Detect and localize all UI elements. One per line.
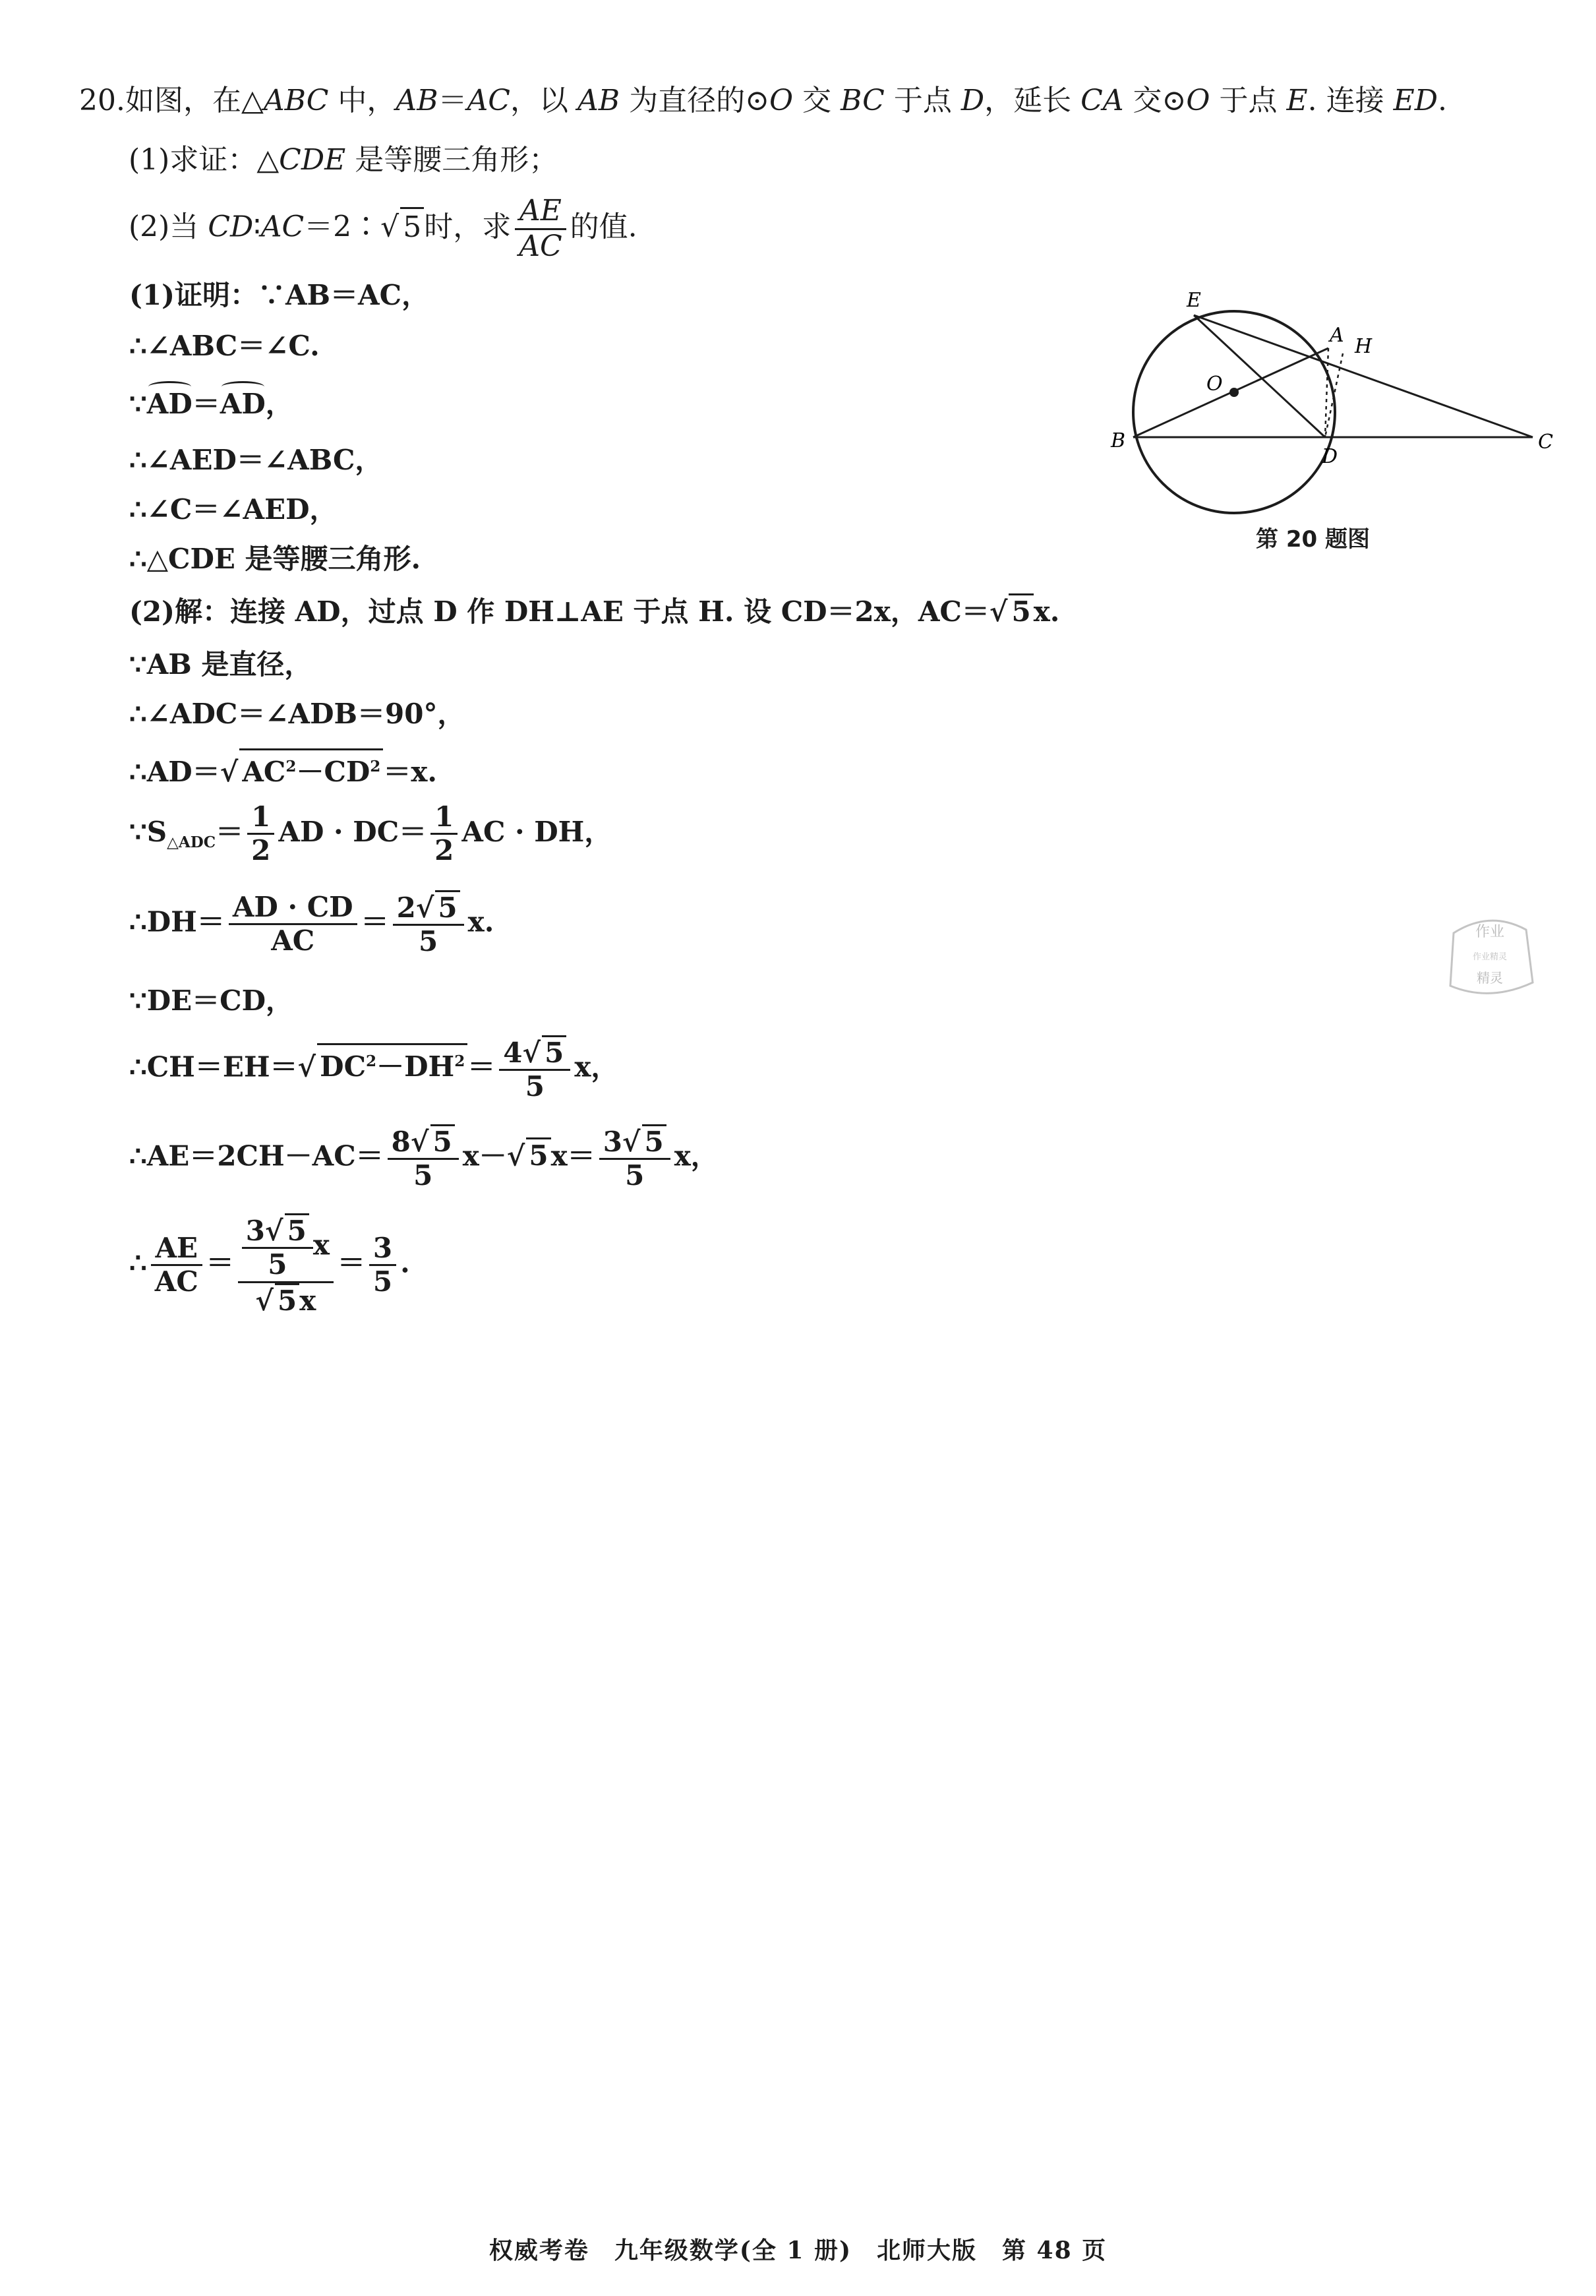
page-footer: 权威考卷 九年级数学(全 1 册) 北师大版 第 48 页 [488,2237,1108,2264]
center-point-o [1229,388,1239,397]
problem-number: 20. [79,84,125,117]
solution-line-9: ∴∠ADC＝∠ADB＝90°， [129,698,465,730]
svg-text:作业精灵: 作业精灵 [1472,952,1508,962]
label-c: C [1538,431,1553,454]
label-d: D [1322,445,1338,468]
arc-ad: AD [146,388,192,420]
segment-ad [1325,348,1328,437]
problem-stem: 20.如图，在△ABC 中，AB＝AC，以 AB 为直径的⊙O 交 BC 于点 D，延长 CA 交⊙O 于点 E. 连接 ED. [79,84,1447,117]
solution-line-5: ∴∠C＝∠AED， [129,493,338,526]
arc-ad: AD [220,388,266,420]
question-2: (2)当 CD∶AC＝2∶√ 5时，求 $\frac{AE}{AC}$ 的值. [129,194,637,263]
label-e: E [1187,289,1201,312]
label-a: A [1330,324,1344,347]
solution-line-6: ∴△CDE 是等腰三角形. [129,543,421,575]
solution-line-13: ∵DE＝CD， [129,984,294,1017]
question-1: (1)求证：△CDE 是等腰三角形； [129,143,558,177]
segment-ec [1194,315,1533,437]
stamp-logo [1440,907,1539,1006]
svg-text:作业: 作业 [1475,924,1505,940]
label-b: B [1111,429,1126,452]
solution-line-7: (2)解：连接 AD，过点 D 作 DH⊥AE 于点 H. 设 CD＝2x，AC＝√ 5x. [129,590,1059,630]
solution-line-2: ∴∠ABC＝∠C. [129,330,320,362]
circle-o [1133,311,1335,513]
solution-line-15: ∴AE＝2CH－AC＝ $\frac{8√ 5}{5}$ x－√ 5x＝ $\frac{3√ 5}{5}$ x， [129,1126,719,1192]
solution-line-3: ∵AD＝AD， [129,388,293,420]
geometry-figure [1098,264,1559,528]
solution-line-11: $\because S_{\triangle ADC}=$ $\frac{1}{2}$ AD · DC＝ $\frac{1}{2}$ AC · DH， [129,801,612,867]
solution-line-12: ∴DH＝ $\frac{AD \cdot CD}{AC}$ ＝ $\frac{2√ 5}{5}$ x. [129,890,494,958]
figure-caption: 第 20 题图 [1256,526,1370,553]
solution-line-14: ∴CH＝EH＝√ $DC^2-DH^2=$ $\frac{4√ 5}{5}$ x， [129,1037,619,1103]
fraction-ae-ac: $\frac{AE}{AC}$ [515,195,566,263]
solution-line-4: ∴∠AED＝∠ABC， [129,444,383,476]
label-h: H [1355,335,1373,358]
solution-line-8: ∵AB 是直径， [129,648,312,680]
svg-text:精灵: 精灵 [1477,970,1503,986]
solution-line-16: ∴ $\frac{AE}{AC}$ ＝ $\frac{3√ 5}{5}$ x √ 5x ＝ $\frac{3}{5}$ . [129,1215,410,1317]
solution-line-10: ∴AD＝√ $AC^2-CD^2=x$. [129,748,437,790]
solution-line-1: (1)证明：∵AB＝AC， [129,279,430,311]
label-o: O [1206,373,1223,396]
